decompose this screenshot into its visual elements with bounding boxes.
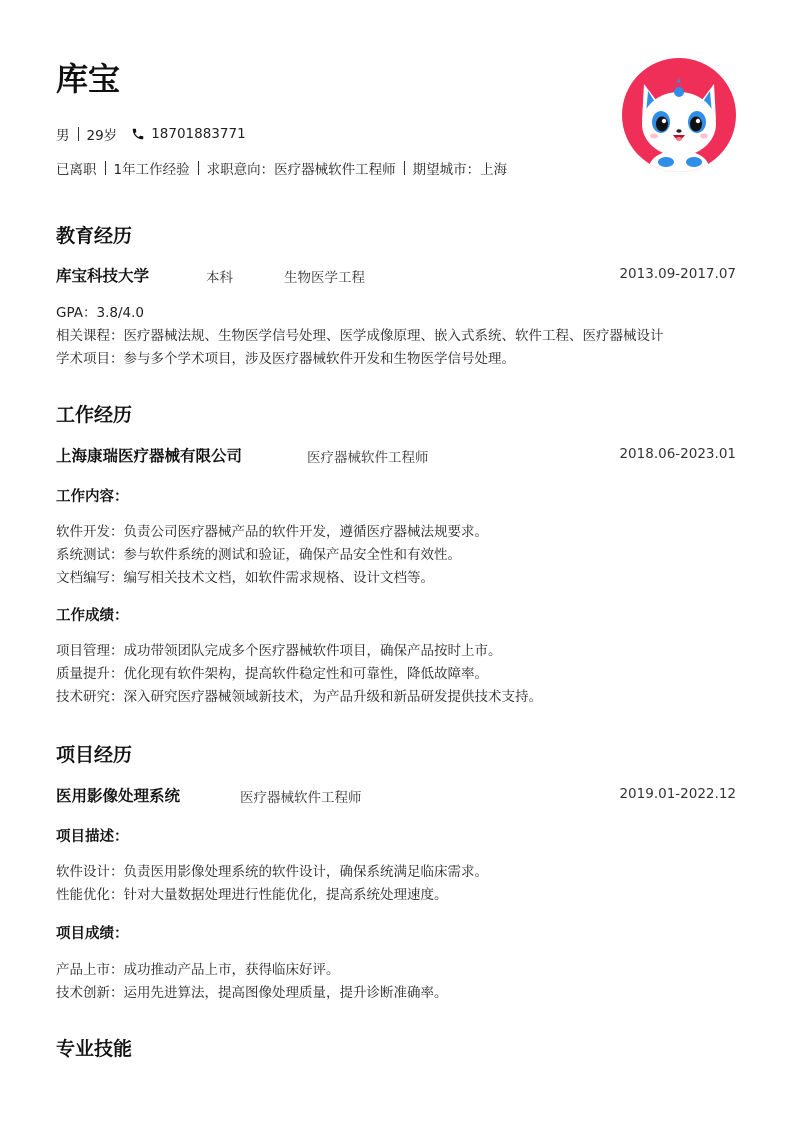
company-name: 上海康瑞医疗器械有限公司 (56, 447, 243, 465)
divider (78, 127, 79, 141)
work-content-title: 工作内容： (56, 489, 129, 505)
work-role: 医疗器械软件工程师 (307, 450, 429, 466)
project-desc-title: 项目描述： (56, 829, 129, 845)
work-results-line: 项目管理：成功带领团队完成多个医疗器械软件项目，确保产品按时上市。 (56, 643, 502, 659)
section-title-work: 工作经历 (56, 404, 133, 426)
divider (404, 161, 405, 175)
school-name: 库宝科技大学 (56, 267, 150, 285)
project-date: 2019.01-2022.12 (619, 786, 736, 802)
project-results-title: 项目成绩： (56, 926, 129, 942)
work-date: 2018.06-2023.01 (619, 446, 736, 462)
expected-city: 期望城市：上海 (412, 162, 508, 178)
project-entry-head (56, 784, 736, 806)
candidate-name: 库宝 (56, 60, 121, 98)
project-role: 医疗器械软件工程师 (240, 790, 362, 806)
education-line: GPA：3.8/4.0 (56, 305, 144, 321)
work-results-title: 工作成绩： (56, 608, 129, 624)
basic-info-row (56, 124, 246, 144)
project-desc-line: 软件设计：负责医用影像处理系统的软件设计，确保系统满足临床需求。 (56, 864, 488, 880)
work-content-line: 文档编写：编写相关技术文档，如软件需求规格、设计文档等。 (56, 570, 434, 586)
project-results-line: 产品上市：成功推动产品上市，获得临床好评。 (56, 962, 340, 978)
major: 生物医学工程 (284, 270, 365, 286)
education-entry-head (56, 264, 736, 286)
degree: 本科 (206, 270, 233, 286)
avatar (622, 58, 736, 172)
work-content-line: 软件开发：负责公司医疗器械产品的软件开发，遵循医疗器械法规要求。 (56, 524, 488, 540)
education-date: 2013.09-2017.07 (619, 266, 736, 282)
phone-icon (131, 127, 145, 141)
divider (105, 161, 106, 175)
age: 29岁 (86, 128, 118, 144)
job-info-row (56, 158, 507, 178)
section-title-skills: 专业技能 (56, 1038, 133, 1060)
education-line: 相关课程：医疗器械法规、生物医学信号处理、医学成像原理、嵌入式系统、软件工程、医疗器械设计 (56, 328, 664, 344)
work-content-line: 系统测试：参与软件系统的测试和验证，确保产品安全性和有效性。 (56, 547, 461, 563)
section-title-project: 项目经历 (56, 744, 133, 766)
gender: 男 (56, 128, 70, 144)
experience-years: 1年工作经验 (113, 162, 190, 178)
section-title-education: 教育经历 (56, 225, 133, 247)
project-results-line: 技术创新：运用先进算法，提高图像处理质量，提升诊断准确率。 (56, 985, 448, 1001)
job-intention: 求职意向：医疗器械软件工程师 (206, 162, 396, 178)
project-desc-line: 性能优化：针对大量数据处理进行性能优化，提高系统处理速度。 (56, 887, 448, 903)
work-entry-head (56, 444, 736, 466)
education-line: 学术项目：参与多个学术项目，涉及医疗器械软件开发和生物医学信号处理。 (56, 351, 515, 367)
work-results-line: 质量提升：优化现有软件架构，提高软件稳定性和可靠性，降低故障率。 (56, 666, 488, 682)
phone-number[interactable]: 18701883771 (151, 126, 246, 142)
avatar-mascot (622, 58, 736, 172)
project-name: 医用影像处理系统 (56, 787, 181, 805)
work-results-line: 技术研究：深入研究医疗器械领域新技术，为产品升级和新品研发提供技术支持。 (56, 689, 542, 705)
job-status: 已离职 (56, 162, 97, 178)
divider (198, 161, 199, 175)
